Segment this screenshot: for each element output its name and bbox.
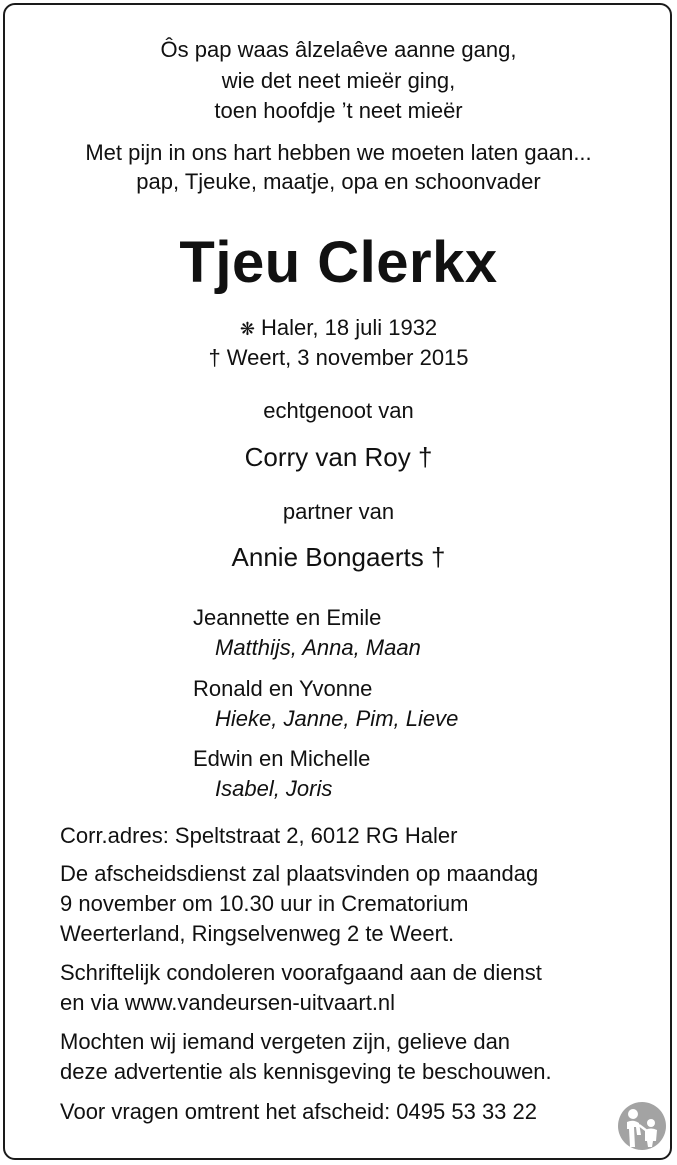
death-date: † Weert, 3 november 2015 xyxy=(208,345,469,370)
deceased-name: Tjeu Clerkx xyxy=(179,230,498,295)
intro-line-1: Met pijn in ons hart hebben we moeten laten gaan... xyxy=(85,140,592,165)
poem-line-1: Ôs pap waas âlzelaêve aanne gang, xyxy=(160,37,517,62)
family-children-3: Isabel, Joris xyxy=(215,776,333,801)
funeral-company-logo-icon xyxy=(617,1101,667,1151)
contact-line: Voor vragen omtrent het afscheid: 0495 53 33 22 xyxy=(60,1099,537,1124)
notice-line-1: Mochten wij iemand vergeten zijn, gelieve dan xyxy=(60,1029,511,1054)
partner-label: partner van xyxy=(282,499,395,524)
birth-line xyxy=(0,313,677,345)
poem-line-3: toen hoofdje ’t neet mieër xyxy=(214,98,463,123)
family-parents-3: Edwin en Michelle xyxy=(193,746,371,771)
condolence-line-1: Schriftelijk condoleren voorafgaand aan de dienst xyxy=(60,960,542,985)
family-children-1: Matthijs, Anna, Maan xyxy=(215,635,421,660)
notice-line-2: deze advertentie als kennisgeving te beschouwen. xyxy=(60,1059,552,1084)
intro-line-2: pap, Tjeuke, maatje, opa en schoonvader xyxy=(136,169,541,194)
birth-date: Haler, 18 juli 1932 xyxy=(261,315,438,340)
condolence-line-2: en via www.vandeursen-uitvaart.nl xyxy=(60,990,396,1015)
partner-name: Annie Bongaerts † xyxy=(231,542,446,572)
birth-star-icon: ❋ xyxy=(239,319,255,340)
service-line-1: De afscheidsdienst zal plaatsvinden op maandag xyxy=(60,861,539,886)
spouse-name: Corry van Roy † xyxy=(244,442,433,472)
family-parents-2: Ronald en Yvonne xyxy=(193,676,373,701)
service-line-2: 9 november om 10.30 uur in Crematorium xyxy=(60,891,469,916)
service-line-3: Weerterland, Ringselvenweg 2 te Weert. xyxy=(60,921,455,946)
family-parents-1: Jeannette en Emile xyxy=(193,605,382,630)
correspondence-address: Corr.adres: Speltstraat 2, 6012 RG Haler xyxy=(60,823,458,848)
family-children-2: Hieke, Janne, Pim, Lieve xyxy=(215,706,459,731)
poem-line-2: wie det neet mieër ging, xyxy=(221,68,456,93)
spouse-label: echtgenoot van xyxy=(263,398,414,423)
